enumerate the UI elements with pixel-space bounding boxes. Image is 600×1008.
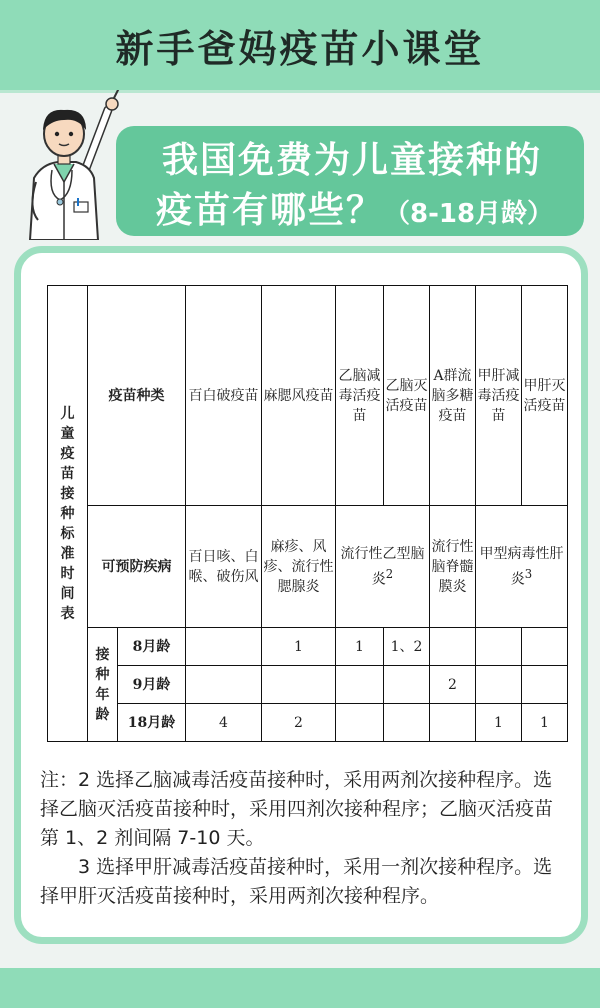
dose-cell: [186, 666, 262, 704]
vaccine-name: 甲肝灭活疫苗: [522, 286, 568, 506]
dose-cell: [476, 666, 522, 704]
dose-cell: 1: [336, 628, 384, 666]
footer-bar: [0, 968, 600, 1008]
vaccine-name: 甲肝减毒活疫苗: [476, 286, 522, 506]
vaccine-name: 百白破疫苗: [186, 286, 262, 506]
vaccine-name: A群流脑多糖疫苗: [430, 286, 476, 506]
vaccine-name: 乙脑灭活疫苗: [384, 286, 430, 506]
dose-cell: 2: [430, 666, 476, 704]
footnote-2: 注：2 选择乙脑减毒活疫苗接种时，采用两剂次接种程序。选择乙脑灭活疫苗接种时，采用四剂次接种程序；乙脑灭活疫苗第 1、2 剂间隔 7-10 天。: [40, 769, 554, 849]
page-title: 新手爸妈疫苗小课堂: [115, 27, 485, 71]
age-label: 接 种 年 龄: [88, 628, 118, 742]
question-banner: [116, 126, 584, 236]
dose-cell: 2: [262, 704, 336, 742]
age-value: 8月龄: [118, 628, 186, 666]
dose-cell: [522, 628, 568, 666]
table-row: [48, 704, 568, 742]
vaccine-type-label: 疫苗种类: [88, 286, 186, 506]
dose-cell: [522, 666, 568, 704]
disease-name: 流行性脑脊髓膜炎: [430, 506, 476, 628]
dose-cell: 1: [522, 704, 568, 742]
dose-cell: [336, 666, 384, 704]
vaccine-name: 乙脑减毒活疫苗: [336, 286, 384, 506]
dose-cell: 4: [186, 704, 262, 742]
disease-name: 甲型病毒性肝炎$^3$: [476, 506, 568, 628]
dose-cell: [430, 628, 476, 666]
dose-cell: [384, 666, 430, 704]
footnote-3: 3 选择甲肝减毒活疫苗接种时，采用一剂次接种程序。选择甲肝灭活疫苗接种时，采用两剂次接种程序。: [40, 856, 553, 907]
dose-cell: 1、2: [384, 628, 430, 666]
disease-name: 流行性乙型脑炎$^2$: [336, 506, 430, 628]
dose-cell: [186, 628, 262, 666]
age-value: 9月龄: [118, 666, 186, 704]
doctor-pointing-icon: [8, 90, 128, 240]
question-age-range: （8-18月龄）: [384, 199, 554, 229]
disease-name: 麻疹、风疹、流行性腮腺炎: [262, 506, 336, 628]
disease-label: 可预防疾病: [88, 506, 186, 628]
header-banner: [0, 0, 600, 90]
dose-cell: [336, 704, 384, 742]
dose-cell: [384, 704, 430, 742]
age-value: 18月龄: [118, 704, 186, 742]
dose-cell: 1: [476, 704, 522, 742]
footnotes: [40, 766, 570, 911]
dose-cell: 1: [262, 628, 336, 666]
table-row: [48, 666, 568, 704]
vaccine-schedule-table: [47, 285, 568, 742]
dose-cell: [476, 628, 522, 666]
vaccine-name: 麻腮风疫苗: [262, 286, 336, 506]
question-line2: [156, 182, 553, 233]
disease-name: 百日咳、白喉、破伤风: [186, 506, 262, 628]
question-line2-text: 疫苗有哪些？: [156, 190, 385, 231]
question-line1: 我国免费为儿童接种的: [162, 140, 543, 181]
dose-cell: [262, 666, 336, 704]
table-title: 儿 童 疫 苗 接 种 标 准 时 间 表: [48, 286, 88, 742]
table-row: [48, 628, 568, 666]
dose-cell: [430, 704, 476, 742]
